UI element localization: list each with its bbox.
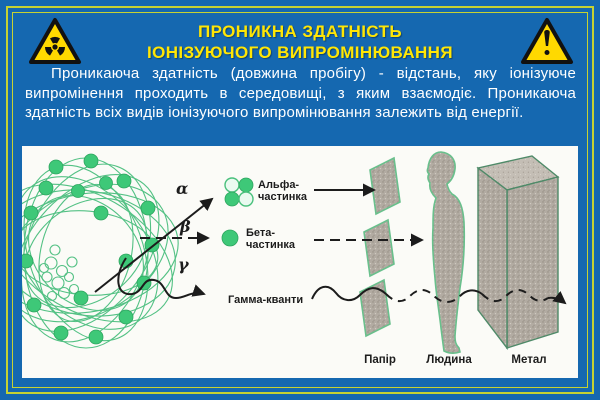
intro-paragraph: Проникаюча здатність (довжина пробігу) - відстань, яку іонізуюче випромінення проходить в середовищі, з яким взаємодіє. Проникаюча здатність всіх видів іонізуючого випромінювання залежить від енергії. <box>25 65 576 121</box>
beta-label-line2: частинка <box>246 239 296 251</box>
beta-label-line1: Бета- <box>246 227 276 239</box>
gamma-symbol: γ <box>178 255 189 274</box>
page-title <box>90 21 510 63</box>
gamma-label: Гамма-кванти <box>228 294 304 306</box>
title-line-1: ПРОНИКНА ЗДАТНІСТЬ <box>198 22 402 41</box>
paper-label: Папір <box>364 354 396 366</box>
beta-particle-icon <box>222 230 238 246</box>
alpha-label-line2: частинка <box>258 191 308 203</box>
metal-label: Метал <box>511 354 547 366</box>
diagram-canvas <box>22 146 578 378</box>
alpha-label-line1: Альфа- <box>258 179 300 191</box>
warning-exclamation-icon <box>519 16 575 66</box>
human-label: Людина <box>426 354 472 366</box>
ring-cluster <box>40 245 79 301</box>
radiation-trefoil-icon <box>27 16 83 66</box>
alpha-symbol: α <box>176 179 189 198</box>
human-figure <box>427 152 464 353</box>
title-line-2: ІОНІЗУЮЧОГО ВИПРОМІНЮВАННЯ <box>147 43 453 62</box>
beta-symbol: β <box>180 217 191 236</box>
radiation-source-ball <box>22 146 196 360</box>
diagram-panel <box>22 146 578 378</box>
paper-barrier <box>360 158 400 336</box>
alpha-particle-icon <box>225 178 253 206</box>
metal-barrier <box>478 156 558 348</box>
